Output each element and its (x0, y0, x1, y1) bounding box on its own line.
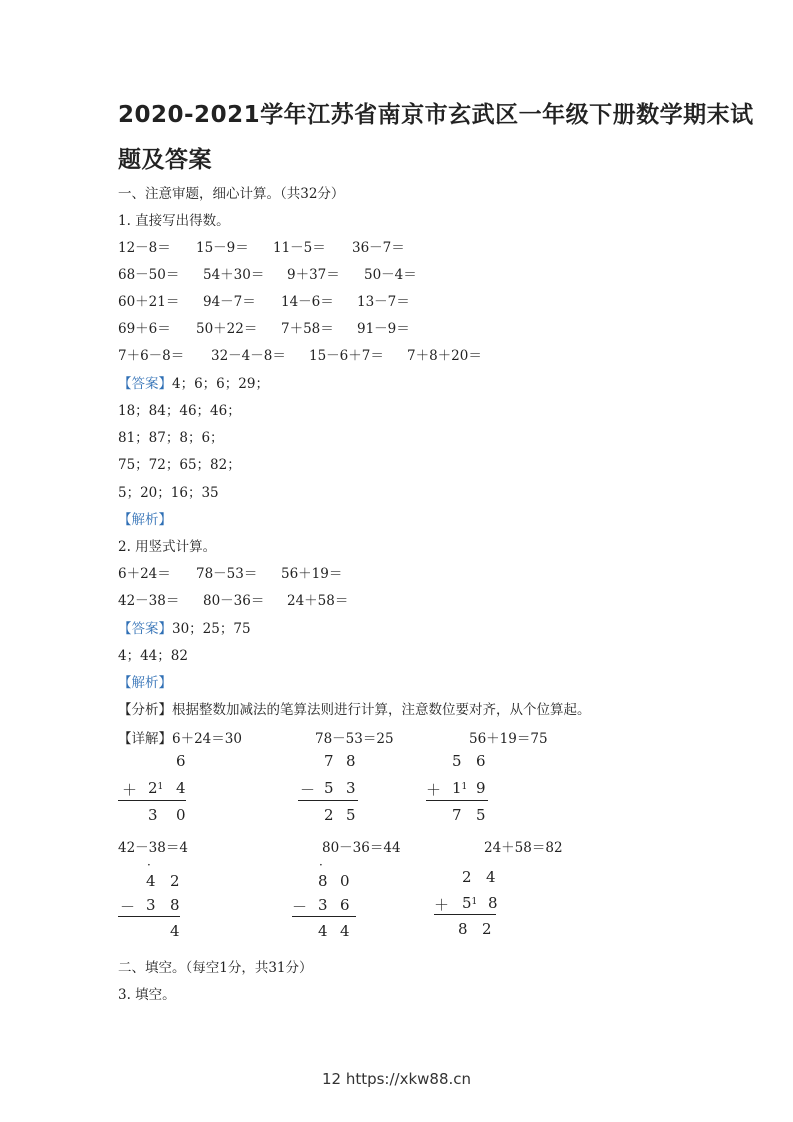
v2-op: － (300, 781, 316, 799)
q1-r3-c3: 91－9＝ (357, 321, 410, 337)
v3-res-ones: 5 (476, 806, 486, 824)
q1-r3-c0: 69＋6＝ (118, 321, 171, 337)
q1-r0-c3: 36－7＝ (352, 240, 405, 256)
q1-r1-c0: 68－50＝ (118, 267, 180, 283)
v6-mid-ones: 8 (488, 894, 498, 912)
q1-r1-c3: 50－4＝ (364, 267, 417, 283)
answer-tag: 【答案】 (118, 621, 172, 637)
v5-mid-ones: 6 (340, 896, 350, 914)
q1-answer-0: 4；6；6；29； (172, 376, 269, 392)
v2-res-ones: 5 (346, 806, 356, 824)
v5-top-tens: 8 (318, 872, 328, 890)
v1-mid-ones: 4 (176, 779, 186, 797)
q1-r4-c3: 7＋8＋20＝ (407, 348, 482, 364)
v6-mid-tens-digit: 5 (462, 894, 472, 912)
v3-mid-tens-digit: 1 (452, 779, 462, 797)
vertical-calc-6 (434, 868, 514, 943)
q1-label: 1. 直接写出得数。 (118, 213, 230, 229)
v3-op: ＋ (426, 781, 442, 799)
v1-op: ＋ (122, 781, 138, 799)
answer-tag: 【答案】 (118, 376, 172, 392)
doc-title-line2: 题及答案 (118, 147, 212, 173)
section1-heading: 一、注意审题，细心计算。（共32分） (118, 186, 345, 202)
v5-res-tens: 4 (318, 922, 328, 940)
v5-divider (292, 916, 356, 917)
v4-mid-tens: 3 (146, 896, 156, 914)
q1-r4-c0: 7＋6－8＝ (118, 348, 185, 364)
v3-divider (426, 800, 488, 801)
q1-answer-4: 5；20；16；35 (118, 485, 219, 501)
v6-carry: 1 (471, 897, 478, 907)
v3-res-tens: 7 (452, 806, 462, 824)
xiangjie-tag: 【详解】 (118, 731, 172, 747)
v2-res-tens: 2 (324, 806, 334, 824)
v6-divider (434, 914, 496, 915)
q2-answer-line (118, 617, 251, 637)
v1-res-tens: 3 (148, 806, 158, 824)
doc-title-line1: 2020-2021学年江苏省南京市玄武区一年级下册数学期末试 (118, 102, 754, 128)
q2-detail-eq1 (118, 727, 242, 747)
v6-mid-tens (462, 894, 478, 912)
v3-mid-ones: 9 (476, 779, 486, 797)
v6-res-tens: 8 (458, 920, 468, 938)
q1-r0-c0: 12－8＝ (118, 240, 171, 256)
vertical-calc-1 (118, 752, 198, 827)
q2-r0-c0: 6＋24＝ (118, 566, 171, 582)
q1-r3-c1: 50＋22＝ (196, 321, 258, 337)
q2-answer-1: 4；44；82 (118, 648, 188, 664)
q1-r0-c2: 11－5＝ (273, 240, 326, 256)
vertical-calc-4 (118, 858, 198, 943)
q2-r1-c1: 80－36＝ (203, 593, 265, 609)
q2-r1-c0: 42－38＝ (118, 593, 180, 609)
eq-1: 6＋24＝30 (172, 731, 242, 747)
q1-answer-line (118, 372, 269, 392)
v1-mid-tens (148, 779, 164, 797)
v3-carry: 1 (461, 782, 468, 792)
q1-r2-c3: 13－7＝ (357, 294, 410, 310)
v5-borrow-dot: · (319, 858, 323, 872)
v4-res-ones: 4 (170, 922, 180, 940)
q2-fenxi (118, 698, 591, 718)
q2-r0-c1: 78－53＝ (196, 566, 258, 582)
q1-r2-c0: 60＋21＝ (118, 294, 180, 310)
q1-r4-c1: 32－4－8＝ (211, 348, 286, 364)
q1-answer-3: 75；72；65；82； (118, 457, 241, 473)
eq-3: 56＋19＝75 (469, 731, 548, 747)
v6-top-ones: 4 (486, 868, 496, 886)
eq-5: 80－36＝44 (322, 840, 401, 856)
fenxi-tag: 【分析】 (118, 702, 172, 718)
q2-r0-c2: 56＋19＝ (281, 566, 343, 582)
v3-top-tens: 5 (452, 752, 462, 770)
eq-6: 24＋58＝82 (484, 840, 563, 856)
v5-top-ones: 0 (340, 872, 350, 890)
q2-r1-c2: 24＋58＝ (287, 593, 349, 609)
q1-r2-c2: 14－6＝ (281, 294, 334, 310)
v1-res-ones: 0 (176, 806, 186, 824)
q2-analysis-tag: 【解析】 (118, 675, 172, 691)
vertical-calc-3 (426, 752, 506, 827)
v4-mid-ones: 8 (170, 896, 180, 914)
v1-top-ones: 6 (176, 752, 186, 770)
vertical-calc-2 (298, 752, 378, 827)
q1-r1-c2: 9＋37＝ (287, 267, 340, 283)
v2-divider (298, 800, 358, 801)
v1-divider (118, 800, 186, 801)
q1-r3-c2: 7＋58＝ (281, 321, 334, 337)
v4-divider (118, 916, 180, 917)
v4-op: － (120, 898, 136, 916)
q1-r0-c1: 15－9＝ (196, 240, 249, 256)
q3-label: 3. 填空。 (118, 987, 176, 1003)
v4-top-tens: 4 (146, 872, 156, 890)
v1-mid-tens-digit: 2 (148, 779, 158, 797)
eq-4: 42－38＝4 (118, 840, 188, 856)
vertical-calc-5 (292, 858, 372, 943)
q1-analysis-tag: 【解析】 (118, 512, 172, 528)
v6-res-ones: 2 (482, 920, 492, 938)
v5-mid-tens: 3 (318, 896, 328, 914)
v4-borrow-dot: · (147, 858, 151, 872)
v1-carry: 1 (157, 782, 164, 792)
v6-op: ＋ (434, 896, 450, 914)
v2-mid-tens: 5 (324, 779, 334, 797)
q1-answer-1: 18；84；46；46； (118, 403, 241, 419)
v4-top-ones: 2 (170, 872, 180, 890)
section2-heading: 二、填空。（每空1分，共31分） (118, 960, 313, 976)
page-footer: 12 https://xkw88.cn (321, 1070, 472, 1088)
v6-top-tens: 2 (462, 868, 472, 886)
v3-mid-tens (452, 779, 468, 797)
v2-top-tens: 7 (324, 752, 334, 770)
v2-top-ones: 8 (346, 752, 356, 770)
q2-label: 2. 用竖式计算。 (118, 539, 217, 555)
q1-r1-c1: 54＋30＝ (203, 267, 265, 283)
eq-2: 78－53＝25 (315, 731, 394, 747)
q1-answer-2: 81；87；8；6； (118, 430, 224, 446)
v3-top-ones: 6 (476, 752, 486, 770)
fenxi-text: 根据整数加减法的笔算法则进行计算，注意数位要对齐，从个位算起。 (172, 702, 591, 718)
q1-r2-c1: 94－7＝ (203, 294, 256, 310)
v5-res-ones: 4 (340, 922, 350, 940)
q1-r4-c2: 15－6＋7＝ (309, 348, 384, 364)
q2-answer-0: 30；25；75 (172, 621, 251, 637)
v5-op: － (292, 898, 308, 916)
v2-mid-ones: 3 (346, 779, 356, 797)
